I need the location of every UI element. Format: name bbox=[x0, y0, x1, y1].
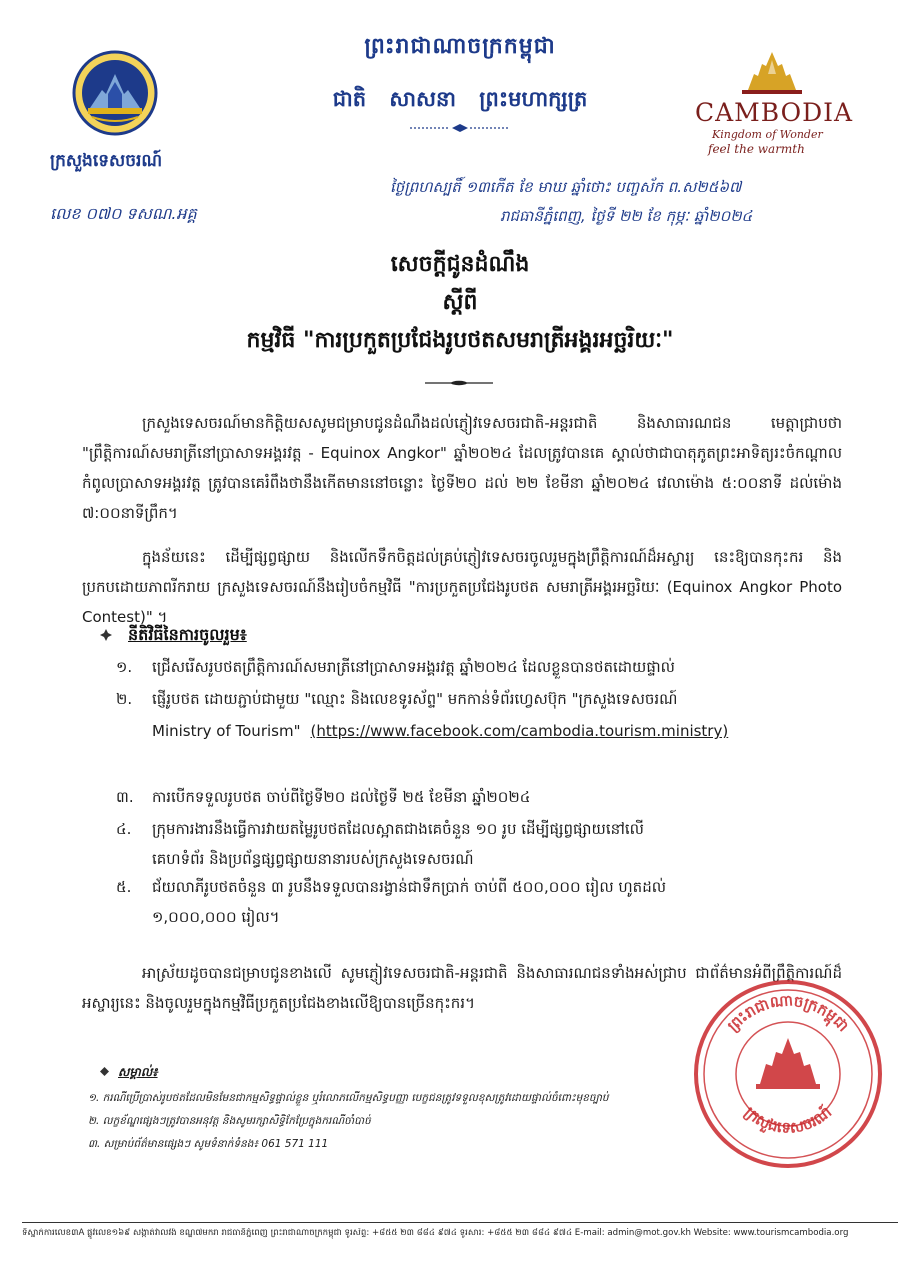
header-ornament bbox=[410, 124, 510, 132]
footer-contact: ទីស្នាក់ការលេខ៣A ផ្លូវលេខ១៦៩ សង្កាត់វាលវង់ ខណ្ឌ៧មករា រាជធានីភ្នំពេញ ព្រះរាជាណាចក្រកម្ពុជា ទូរស័ព្ទ: +៨៥៥ ២៣ ៨៨៤ ៩៧៤ ទូរសារ: +៨៥៥ ២៣ ៨៨៤ ៩៧៤ E-mail: admin@mot.gov.kh Website: www.tourismcambodia.org bbox=[22, 1228, 849, 1238]
svg-text:ក្រសួងទេសចរណ៍ bbox=[741, 1102, 835, 1137]
rule-continuation bbox=[152, 716, 842, 746]
note-item: ២. លក្ខខ័ណ្ឌផ្សេងៗត្រូវបានអនុវត្ត និងសូមរក្សាសិទ្ធិកែប្រែក្នុងករណីចាំបាច់ bbox=[88, 1115, 371, 1127]
rule-item bbox=[116, 652, 842, 682]
seal-bottom-text: ក្រសួងទេសចរណ៍ bbox=[740, 1102, 836, 1137]
rule-text: ជ្រើសរើសរូបថតព្រឹត្តិការណ៍សមរាត្រីនៅប្រាសាទអង្គរវត្ត ឆ្នាំ២០២៤ ដែលខ្លួនបានថតដោយផ្ទាល់ bbox=[152, 658, 675, 676]
cambodia-brand-logo bbox=[672, 46, 872, 164]
official-seal bbox=[690, 976, 886, 1172]
rule-number: ២. bbox=[116, 690, 133, 708]
paragraph-purpose bbox=[82, 542, 842, 632]
svg-text:ព្រះរាជាណាចក្រកម្ពុជា bbox=[724, 991, 853, 1035]
brand-tagline-wonder: Kingdom of Wonder bbox=[712, 128, 823, 141]
rule-item bbox=[116, 872, 842, 902]
document-subtitle: ស្តីពី bbox=[442, 290, 478, 315]
bullet-diamond-icon bbox=[100, 629, 112, 641]
facebook-url-link[interactable]: (https://www.facebook.com/cambodia.tourism.ministry) bbox=[310, 722, 729, 740]
rule-item bbox=[116, 782, 842, 812]
paragraph-intro-text: ក្រសួងទេសចរណ៍មានកិត្តិយសសូមជម្រាបជូនដំណឹងដល់ភ្ញៀវទេសចរជាតិ-អន្តរជាតិ និងសាធារណជន មេត្តាជ្រាបថា "ព្រឹត្តិការណ៍សមរាត្រីនៅប្រាសាទអង្គរវត្ត - Equinox Angkor" ឆ្នាំ២០២៤ ដែលត្រូវបានគេ ស្គាល់ថាជាបាតុភូតព្រះអាទិត្យរះចំកណ្តាលកំពូលប្រាសាទអង្គរវត្ត ត្រូវបានគេរំពឹងថានឹងកើតមាននៅចន្លោះ ថ្ងៃទី២០ ដល់ ២២ ខែមីនា ឆ្នាំ២០២៤ វេលាម៉ោង ៥:០០នាទី ដល់ម៉ោង ៧:០០នាទីព្រឹក។ bbox=[82, 414, 842, 522]
rule-continuation: គេហទំព័រ និងប្រព័ន្ធផ្សព្វផ្សាយនានារបស់ក្រសួងទេសចរណ៍ bbox=[152, 850, 474, 868]
brand-tagline-warmth: feel the warmth bbox=[708, 142, 805, 156]
note-item: ៣. សម្រាប់ព័ត៌មានផ្សេងៗ សូមទំនាក់ទំនង៖ 061 571 111 bbox=[88, 1138, 329, 1150]
ministry-name: ក្រសួងទេសចរណ៍ bbox=[50, 151, 163, 171]
rule-item bbox=[116, 814, 842, 844]
paragraph-intro bbox=[82, 408, 842, 528]
reference-number: លេខ ០៧០ ទសណ.អគ្គ bbox=[50, 204, 197, 223]
seal-top-text: ព្រះរាជាណាចក្រកម្ពុជា bbox=[723, 991, 853, 1036]
rule-text: ក្រុមការងារនឹងធ្វើការវាយតម្លៃរូបថតដែលស្អាតជាងគេចំនួន ១០ រូប ដើម្បីផ្សព្វផ្សាយនៅលើ bbox=[152, 820, 644, 838]
notes-diamond-icon bbox=[100, 1067, 109, 1076]
rule-number: ៣. bbox=[116, 788, 134, 806]
footer-divider bbox=[22, 1222, 898, 1223]
rule-text: ការបើកទទួលរូបថត ចាប់ពីថ្ងៃទី២០ ដល់ថ្ងៃទី ២៥ ខែមីនា ឆ្នាំ២០២៤ bbox=[152, 788, 531, 806]
rule-number: ៤. bbox=[116, 820, 132, 838]
document-title: សេចក្តីជូនដំណឹង bbox=[390, 252, 530, 277]
paragraph-closing-text: អាស្រ័យដូចបានជម្រាបជូនខាងលើ សូមភ្ញៀវទេសចរជាតិ-អន្តរជាតិ និងសាធារណជនទាំងអស់ជ្រាប ជាព័ត៌មានអំពីព្រឹត្តិការណ៍ដ៏អស្ចារ្យនេះ និងចូលរួមក្នុងកម្មវិធីប្រកួតប្រជែងខាងលើឱ្យបានច្រើនកុះករ។ bbox=[82, 964, 842, 1012]
rule-number: ១. bbox=[116, 658, 133, 676]
solar-date: រាជធានីភ្នំពេញ, ថ្ងៃទី ២២ ខែ កុម្ភៈ ឆ្នាំ២០២៤ bbox=[500, 207, 753, 225]
rule-item bbox=[116, 684, 842, 714]
title-separator bbox=[425, 380, 493, 386]
rules-heading: នីតិវិធីនៃការចូលរួម៖ bbox=[128, 625, 247, 644]
brand-word: CAMBODIA bbox=[694, 98, 854, 127]
kingdom-title: ព្រះរាជាណាចក្រកម្ពុជា bbox=[364, 34, 556, 59]
rule-continuation: ១,០០០,០០០ រៀល។ bbox=[152, 908, 280, 926]
angkor-temple-icon bbox=[732, 50, 812, 98]
lunar-date: ថ្ងៃព្រហស្បតិ៍ ១៣កើត ខែ មាឃ ឆ្នាំថោះ បញ្ចស័ក ព.ស២៥៦៧ bbox=[390, 178, 742, 196]
rule-text-2: Ministry of Tourism" bbox=[152, 722, 301, 740]
rule-text: ផ្ញើរូបថត ដោយភ្ជាប់ជាមួយ "ឈ្មោះ និងលេខទូរស័ព្ទ" មកកាន់ទំព័រហ្វេសប៊ុក "ក្រសួងទេសចរណ៍ bbox=[152, 690, 678, 708]
paragraph-purpose-text: ក្នុងន័យនេះ ដើម្បីផ្សព្វផ្សាយ និងលើកទឹកចិត្តដល់គ្រប់ភ្ញៀវទេសចរចូលរួមក្នុងព្រឹត្តិការណ៍ដ៏អស្ចារ្យ នេះឱ្យបានកុះករ និងប្រកបដោយភាពរីករាយ ក្រសួងទេសចរណ៍នឹងរៀបចំកម្មវិធី "ការប្រកួតប្រជែងរូបថត សមរាត្រីអង្គរអច្ឆរិយៈ (Equinox Angkor Photo Contest)" ។ bbox=[82, 548, 842, 626]
notes-heading: សម្គាល់៖ bbox=[118, 1065, 158, 1079]
rule-number: ៥. bbox=[116, 878, 132, 896]
event-title: កម្មវិធី "ការប្រកួតប្រជែងរូបថតសមរាត្រីអង្គរអច្ឆរិយៈ" bbox=[246, 328, 674, 353]
note-item: ១. ករណីប្រើប្រាស់រូបថតដែលមិនមែនជាកម្មសិទ្ធផ្ទាល់ខ្លួន ឬរំលោភលើកម្មសិទ្ធបញ្ញា បេក្ខជនត្រូវទទួលខុសត្រូវដោយផ្ទាល់ចំពោះមុខច្បាប់ bbox=[88, 1092, 609, 1104]
seal-temple-icon bbox=[756, 1038, 820, 1089]
national-motto: ជាតិ សាសនា ព្រះមហាក្សត្រ bbox=[332, 87, 588, 111]
ministry-of-tourism-logo bbox=[72, 50, 158, 136]
rule-text: ជ័យលាភីរូបថតចំនួន ៣ រូបនឹងទទួលបានរង្វាន់ជាទឹកប្រាក់ ចាប់ពី ៥០០,០០០ រៀល ហូតដល់ bbox=[152, 878, 666, 896]
